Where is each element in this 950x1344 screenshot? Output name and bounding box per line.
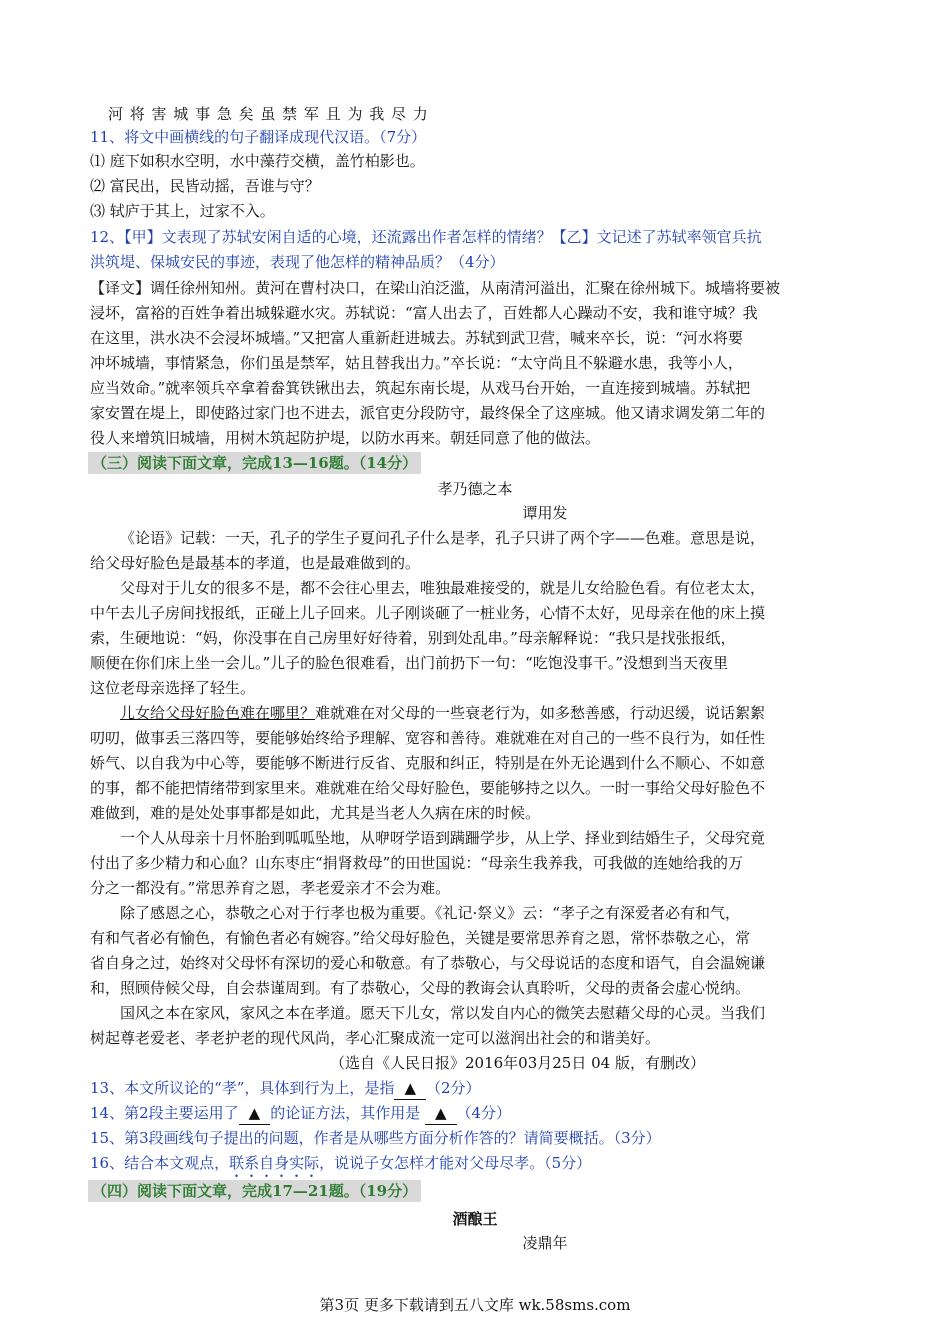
paragraph-line: 父母对于儿女的很多不是，都不会往心里去，唯独最难接受的，就是儿女给脸色看。有位老太太，	[120, 579, 766, 597]
paragraph-line: 《论语》记载：一天，孔子的学生子夏问孔子什么是孝，孔子只讲了两个字——色难。意思是说，	[120, 529, 766, 547]
article-title: 酒酿王	[452, 1210, 498, 1228]
paragraph-text: 难就难在对父母的一些衰老行为，如多愁善感，行动迟缓，说话絮絮	[315, 704, 766, 722]
paragraph-line: 除了感恩之心，恭敬之心对于行孝也极为重要。《礼记·祭义》云：“孝子之有深爱者必有和气，	[120, 904, 740, 922]
question-14	[90, 1102, 870, 1125]
translation-line: 冲坏城墙，事情紧急，你们虽是禁军，姑且替我出力。”卒长说：“太守尚且不躲避水患，我等小人，	[90, 354, 743, 372]
paragraph-line: 这位老母亲选择了轻生。	[90, 679, 256, 697]
question-14-text-mid: 的论证方法，其作用是	[270, 1104, 425, 1122]
article-author: 谭用发	[522, 504, 568, 522]
answer-blank[interactable]: ▲	[394, 1077, 426, 1100]
paragraph-line: 分之一都没有。”常思养育之恩，孝老爱亲才不会为难。	[90, 879, 451, 897]
paragraph-line	[120, 702, 900, 724]
question-13	[90, 1077, 870, 1100]
paragraph-line: 有和气者必有愉色，有愉色者必有婉容。”给父母好脸色，关键是要常思养育之恩，常怀恭敬之心，常	[90, 929, 751, 947]
answer-blank[interactable]: ▲	[425, 1102, 457, 1125]
question-11-item-1: ⑴ 庭下如积水空明，水中藻荇交横，盖竹柏影也。	[90, 152, 425, 170]
paragraph-line: 国风之本在家风，家风之本在孝道。愿天下儿女，常以发自内心的微笑去慰藉父母的心灵。当我们	[120, 1004, 766, 1022]
paragraph-line: 给父母好脸色是最基本的孝道，也是最难做到的。	[90, 554, 421, 572]
question-13-text: 13、本文所议论的“孝”，具体到行为上，是指	[90, 1079, 395, 1097]
paragraph-line: 顺便在你们床上坐一会儿。”儿子的脸色很难看，出门前扔下一句：“吃饱没事干。”没想到当天夜里	[90, 654, 729, 672]
paragraph-line: 省自身之过，始终对父母怀有深切的爱心和敬意。有了恭敬心，与父母说话的态度和语气，自会温婉谦	[90, 954, 766, 972]
question-12-line-2: 洪筑堤、保城安民的事迹，表现了他怎样的精神品质？（4分）	[90, 253, 505, 271]
translation-line: 应当效命。”就率领兵卒拿着畚箕铁锹出去，筑起东南长堤，从戏马台开始，一直连接到城墙。苏轼把	[90, 379, 751, 397]
question-14-text: 14、第2段主要运用了	[90, 1104, 239, 1122]
question-11-item-3: ⑶ 轼庐于其上，过家不入。	[90, 202, 275, 220]
question-16-text-end: ，说说子女怎样才能对父母尽孝。（5分）	[319, 1154, 592, 1172]
paragraph-line: 付出了多少精力和心血？山东枣庄“捐肾救母”的田世国说：“母亲生我养我，可我做的连她给我的万	[90, 854, 744, 872]
section-4-heading: （四）阅读下面文章，完成17—21题。（19分）	[88, 1180, 421, 1202]
article-source: （选自《人民日报》2016年03月25日 04 版，有删改）	[330, 1054, 705, 1072]
question-11-title: 11、将文中画横线的句子翻译成现代汉语。（7分）	[90, 128, 427, 146]
question-15: 15、第3段画线句子提出的问题，作者是从哪些方面分析作答的？请简要概括。（3分）	[90, 1129, 661, 1147]
section-3-heading: （三）阅读下面文章，完成13—16题。（14分）	[88, 452, 421, 474]
paragraph-line: 中午去儿子房间找报纸，正碰上儿子回来。儿子刚谈砸了一桩业务，心情不太好，见母亲在他的床上摸	[90, 604, 766, 622]
translation-line: 【译文】调任徐州知州。黄河在曹村决口，在梁山泊泛滥，从南清河溢出，汇聚在徐州城下。城墙将要被	[90, 279, 781, 297]
translation-line: 役人来增筑旧城墙，用树木筑起防护堤，以防水再来。朝廷同意了他的做法。	[90, 429, 601, 447]
paragraph-line: 树起尊老爱老、孝老护老的现代风尚，孝心汇聚成流一定可以滋润出社会的和谐美好。	[90, 1029, 661, 1047]
paragraph-line: 索，生硬地说：“妈，你没事在自己房里好好待着，别到处乱串。”母亲解释说：“我只是找张报纸，	[90, 629, 736, 647]
question-16-text: 16、结合本文观点，	[90, 1154, 230, 1172]
classical-text-line: 河 将 害 城 事 急 矣 虽 禁 军 且 为 我 尽 力	[108, 105, 429, 123]
paragraph-line: 娇气、以自我为中心等，要能够不断进行反省、克服和纠正，特别是在外无论遇到什么不顺心、不如意	[90, 754, 766, 772]
translation-line: 家安置在堤上，即使路过家门也不进去，派官吏分段防守，最终保全了这座城。他又请求调发第二年的	[90, 404, 766, 422]
article-title: 孝乃德之本	[437, 480, 513, 498]
article-author: 凌鼎年	[522, 1234, 568, 1252]
question-11-item-2: ⑵ 富民出，民皆动摇，吾谁与守？	[90, 177, 320, 195]
underlined-question-sentence: 儿女给父母好脸色难在哪里？	[120, 704, 316, 722]
question-13-score: （2分）	[425, 1079, 481, 1097]
emphasized-phrase: 联系自身实际	[229, 1154, 320, 1172]
paragraph-line: 叨叨，做事丢三落四等，要能够始终给予理解、宽容和善待。难就难在对自己的一些不良行为，如任性	[90, 729, 766, 747]
question-14-score: （4分）	[456, 1104, 512, 1122]
page-footer: 第3页 更多下载请到五八文库 wk.58sms.com	[319, 1296, 631, 1314]
paragraph-line: 的事，都不能把情绪带到家里来。难就难在给父母好脸色，要能够持之以久。一时一事给父母好脸色不	[90, 779, 766, 797]
paragraph-line: 和，照顾侍候父母，自会恭谨周到。有了恭敬心，父母的教诲会认真聆听，父母的责备会虚心悦纳。	[90, 979, 751, 997]
paragraph-line: 难做到，难的是处处事事都是如此，尤其是当老人久病在床的时候。	[90, 804, 541, 822]
question-12-line-1: 12、【甲】文表现了苏轼安闲自适的心境，还流露出作者怎样的情绪？【乙】文记述了苏轼率领官兵抗	[90, 228, 762, 246]
question-16	[90, 1152, 870, 1181]
translation-line: 在这里，洪水决不会浸坏城墙。”又把富人重新赶进城去。苏轼到武卫营，喊来卒长，说：“河水将要	[90, 329, 743, 347]
answer-blank[interactable]: ▲	[239, 1102, 271, 1125]
translation-line: 浸坏，富裕的百姓争着出城躲避水灾。苏轼说：“富人出去了，百姓都人心躁动不安，我和谁守城？我	[90, 304, 758, 322]
paragraph-line: 一个人从母亲十月怀胎到呱呱坠地，从咿呀学语到蹒跚学步，从上学、择业到结婚生子，父母究竟	[120, 829, 766, 847]
